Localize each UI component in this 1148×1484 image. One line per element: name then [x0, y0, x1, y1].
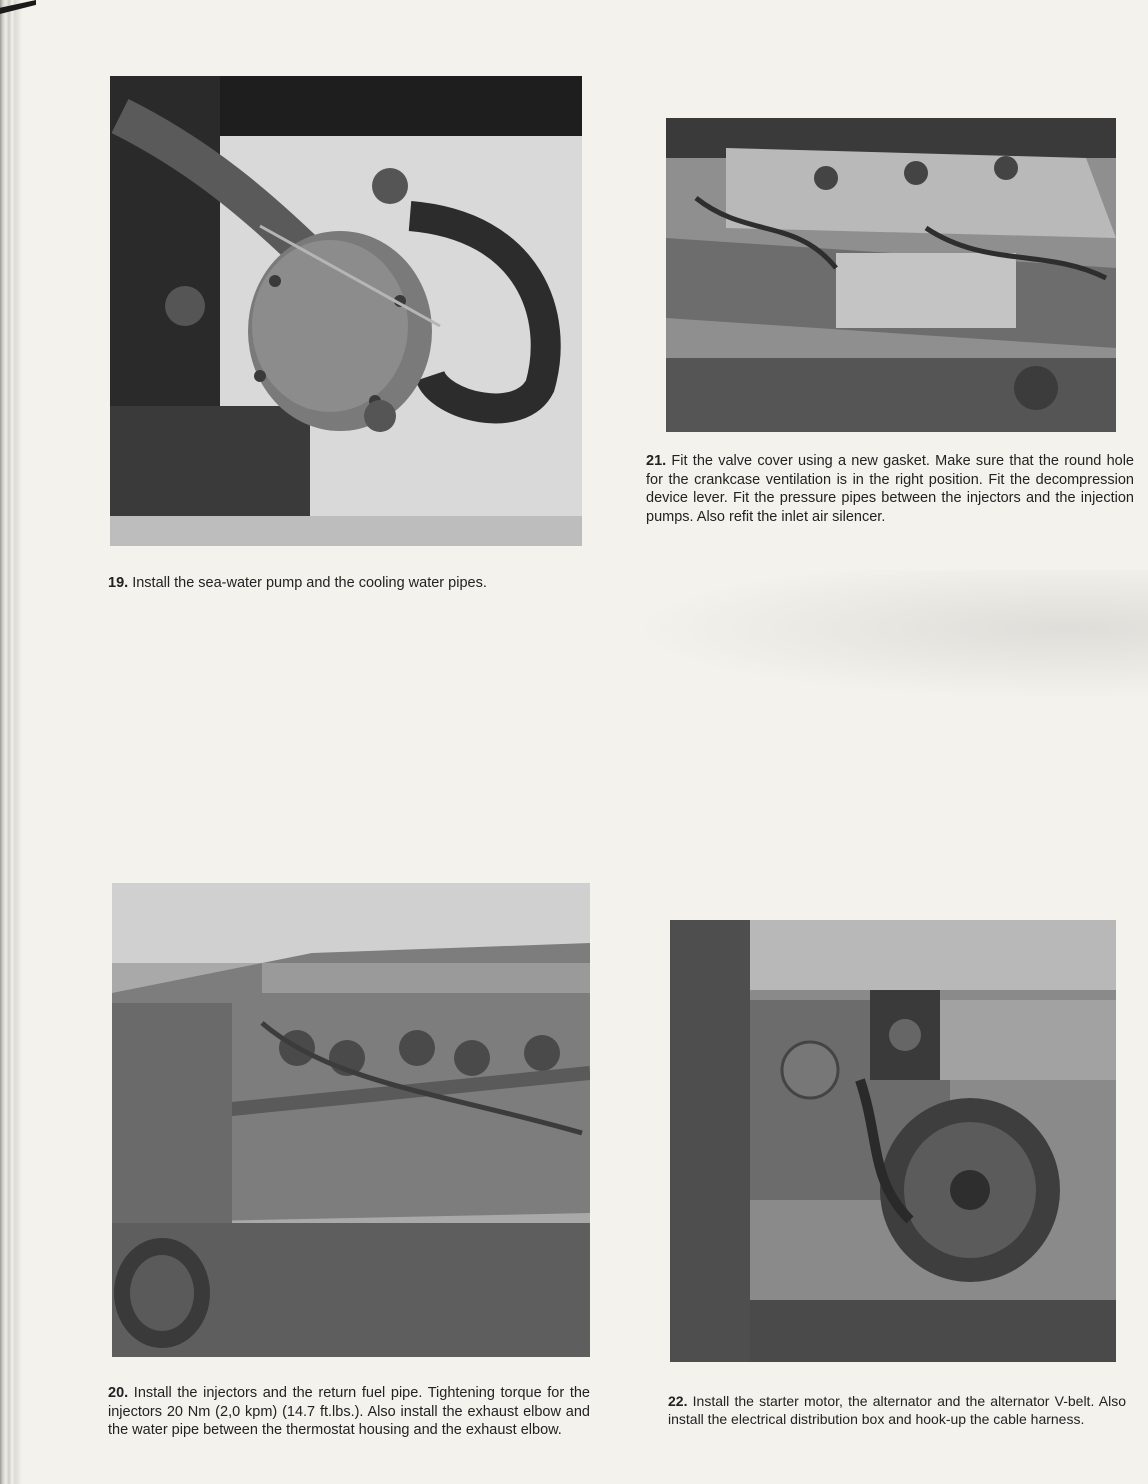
figure-caption-text: Install the starter motor, the alternator and the alternator V-belt. Also install the electrical distribution box and hook-up the cable harness.: [668, 1393, 1126, 1427]
page-binding-edge: [0, 0, 22, 1484]
figure-number: 21.: [646, 453, 667, 469]
figure-20-caption: [108, 1384, 590, 1440]
figure-21-photo: [666, 118, 1116, 432]
figure-22-photo: [670, 920, 1116, 1362]
sea-water-pump-photo: [110, 76, 582, 546]
injectors-photo: [112, 883, 590, 1357]
starter-alternator-photo: [670, 920, 1116, 1362]
figure-number: 20.: [108, 1385, 129, 1401]
figure-caption-text: Install the injectors and the return fuel pipe. Tightening torque for the injectors 20 Nm (2,0 kpm) (14.7 ft.lbs.). Also install the exhaust elbow and the water pipe between the thermostat housing and the exhaust elbow.: [108, 1385, 590, 1439]
figure-caption-text: Install the sea-water pump and the cooling water pipes.: [128, 575, 487, 591]
figure-number: 19.: [108, 575, 129, 591]
figure-21-caption: [646, 452, 1134, 526]
figure-22-caption: [668, 1392, 1126, 1428]
figure-20-photo: [112, 883, 590, 1357]
figure-caption-text: Fit the valve cover using a new gasket. Make sure that the round hole for the crankcase ventilation is in the right position. Fit the decompression device lever. Fit the pressure pipes between the injectors and the injection pumps. Also refit the inlet air silencer.: [646, 453, 1134, 525]
figure-19-caption: [108, 574, 584, 593]
figure-19-photo: [110, 76, 582, 546]
valve-cover-photo: [666, 118, 1116, 432]
scan-smudge: [628, 570, 1148, 700]
figure-number: 22.: [668, 1393, 688, 1409]
